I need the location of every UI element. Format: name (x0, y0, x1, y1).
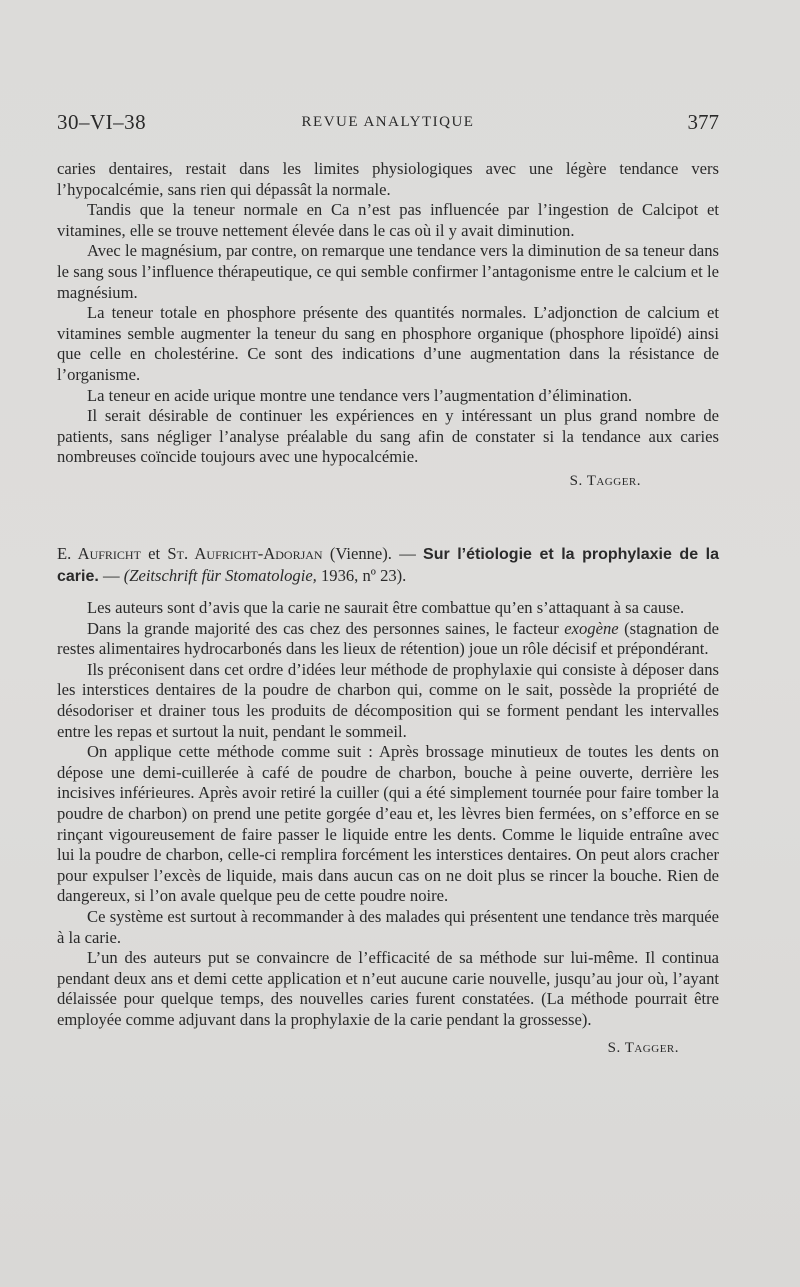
paragraph: La teneur totale en phosphore présente des quantités normales. L’adjonction de calcium et vitamines semble augmenter la teneur du sang en phosphore organique (phosphore lipoïdé) ainsi que celle en cholestérine. Ce sont des indications d’une augmentation dans la résistance de l’organisme. (57, 303, 719, 384)
conjunction: et (140, 544, 168, 563)
issue-date: 30–VI–38 (57, 110, 147, 134)
review-body (57, 598, 719, 1059)
separator: — (98, 565, 124, 585)
review-continuation (57, 159, 719, 492)
paragraph: caries dentaires, restait dans les limites physiologiques avec une légère tendance vers l’hypocalcémie, sans rien qui dépassât la normale. (57, 159, 719, 199)
paragraph: Les auteurs sont d’avis que la carie ne saurait être combattue qu’en s’attaquant à sa cause. (87, 598, 685, 617)
author-names: E. Aufricht (57, 544, 141, 563)
running-header (57, 110, 719, 138)
author-names: St. Aufricht-Adorjan (167, 544, 323, 563)
paragraph: L’un des auteurs put se convaincre de l’efficacité de sa méthode sur lui-même. Il continua pendant deux ans et demi cette application et n’eut aucune carie nouvelle, jusqu’au jour où, l’ayant délaissée pour quelque temps, des nouvelles caries furent constatées. (La méthode pourrait être employée comme adjuvant dans la prophylaxie de la carie pendant la grossesse). (57, 948, 719, 1029)
paragraph: Il serait désirable de continuer les expériences en y intéressant un plus grand nombre de patients, sans négliger l’analyse préalable du sang afin de constater si la tendance aux caries nombreuses coïncide toujours avec une hypocalcémie. (57, 406, 719, 467)
journal-name: (Zeitschrift für Stomatologie, (123, 565, 317, 585)
article-reference (57, 544, 719, 587)
author-signature: S. Tagger. (607, 1040, 679, 1057)
paragraph: Ils préconisent dans cet ordre d’idées leur méthode de prophylaxie qui consiste à déposer dans les interstices dentaires de la poudre de charbon qui, comme on le sait, possède la propriété de désodoriser et drainer tous les produits de décomposition qui se forment pendant les intervalles entre les repas et surtout la nuit, pendant le sommeil. (57, 659, 719, 741)
paragraph: Avec le magnésium, par contre, on remarque une tendance vers la diminution de sa teneur dans le sang sous l’influence thérapeutique, ce qui semble confirmer l’antagonisme entre le calcium et le magnésium. (57, 241, 719, 302)
author-signature: S. Tagger. (569, 472, 641, 489)
paragraph: On applique cette méthode comme suit : Après brossage minutieux de toutes les dents on dépose une demi-cuillerée à café de poudre de charbon, bouche à peine ouverte, derrière les incisives inférieures. Après avoir retiré la cuiller (qui a été simplement tournée pour faire tomber la poudre de charbon) on prend une petite gorgée d’eau et, les lèvres bien fermées, on s’efforce en se rinçant vigoureusement de faire passer le liquide entre les dents. Comme le liquide entraîne avec lui la poudre de charbon, celle-ci remplira forcément les interstices dentaires. On peut alors cracher pour expulser l’excès de liquide, mais dans aucun cas on ne doit plus se rincer la bouche. Rien de dangereux, si l’on avale quelque peu de cette poudre noire. (57, 742, 719, 906)
author-city: (Vienne). — (322, 544, 424, 563)
article-title: Sur l’étiologie et la prophylaxie de la carie. (57, 546, 719, 585)
paragraph: Dans la grande majorité des cas chez des personnes saines, le facteur exogène (stagnation de restes alimentaires hydrocarbonés dans les lieux de rétention) joue un rôle décisif et prépondérant. (57, 618, 719, 659)
journal-title: REVUE ANALYTIQUE (301, 114, 475, 130)
paragraph: La teneur en acide urique montre une tendance vers l’augmentation d’élimination. (87, 385, 633, 405)
page-number: 377 (687, 110, 719, 134)
journal-details: 1936, nº 23). (316, 565, 407, 585)
emphasis: exogène (564, 618, 619, 638)
paragraph: Ce système est surtout à recommander à des malades qui présentent une tendance très marquée à la carie. (57, 906, 719, 947)
paragraph: Tandis que la teneur normale en Ca n’est pas influencée par l’ingestion de Calcipot et vitamines, elle se trouve nettement élevée dans le cas où il y avait diminution. (57, 200, 719, 240)
